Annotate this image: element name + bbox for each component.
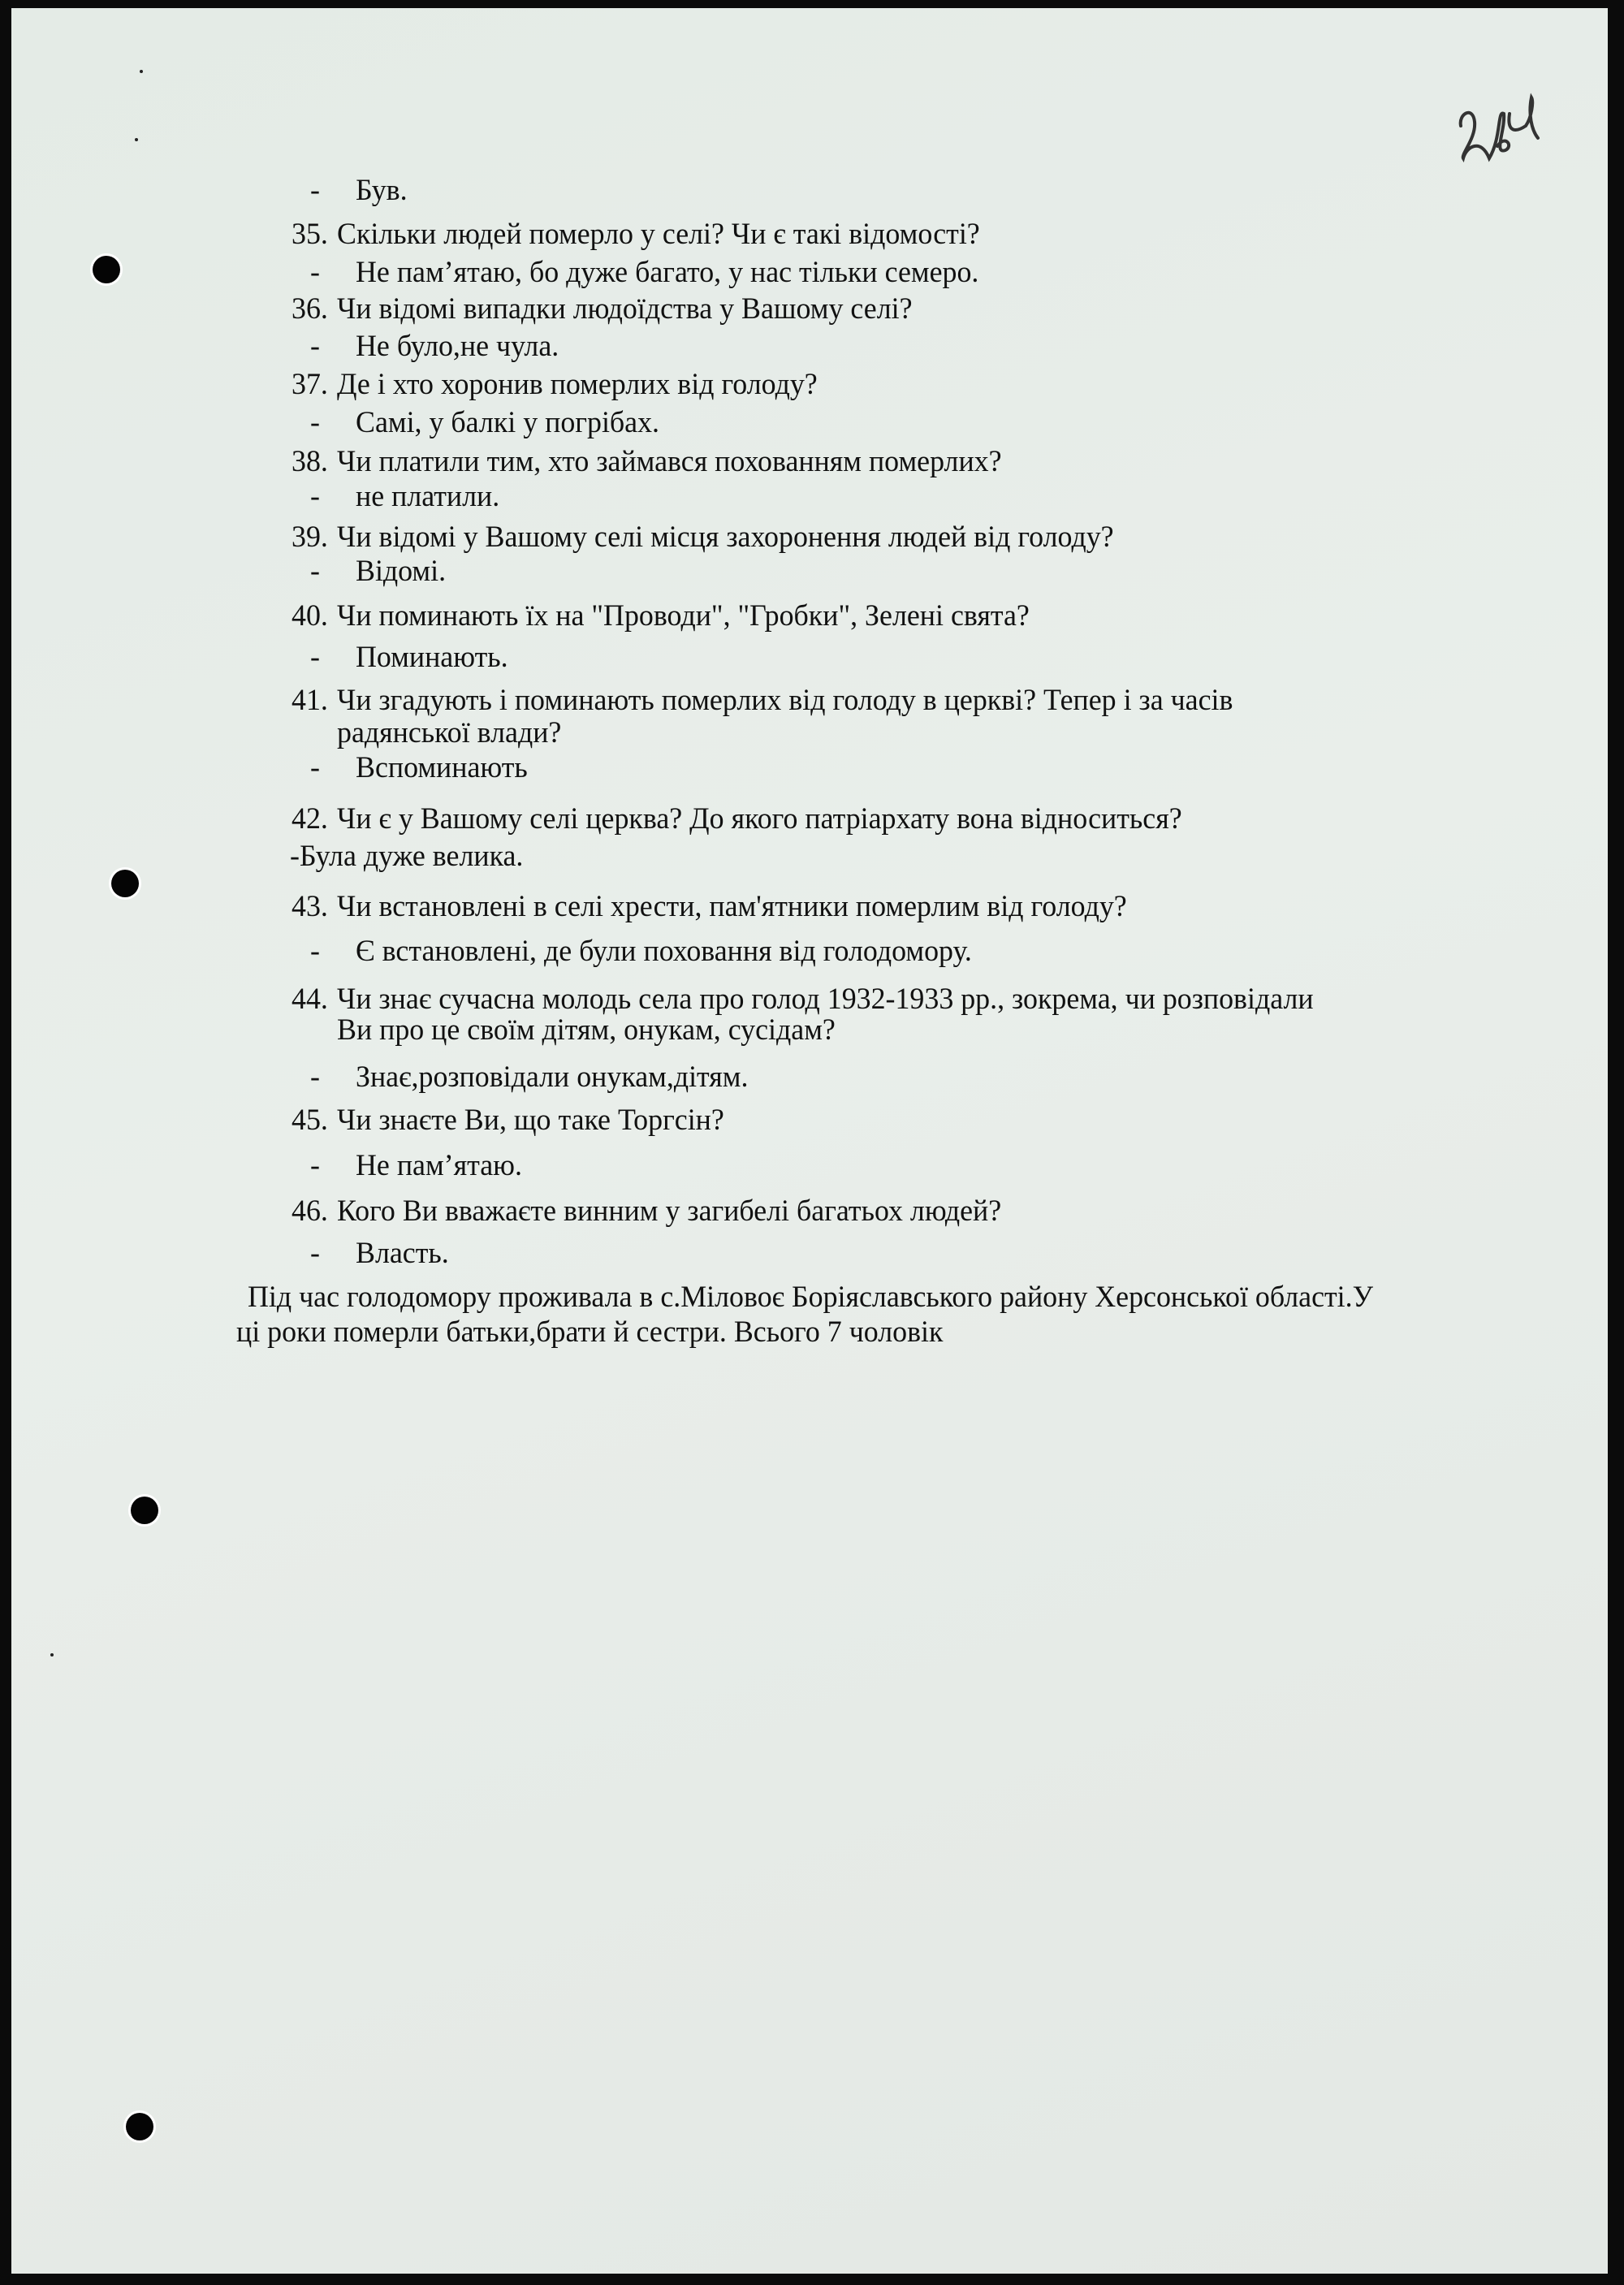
question-text: Чи є у Вашому селі церква? До якого патріархату вона відноситься? [337, 802, 1182, 836]
closing-paragraph-line: Під час голодомору проживала в с.Міловоє Боріяславського району Херсонської області.У [248, 1281, 1374, 1314]
answer-marker: - [310, 555, 320, 588]
question-text-continued: Ви про це своїм дітям, онукам, сусідам? [337, 1013, 836, 1047]
question-number: 46. [292, 1194, 328, 1228]
answer-text: Самі, у балкі у погрібах. [356, 406, 660, 439]
speck [140, 70, 143, 73]
answer-text: Поминають. [356, 641, 508, 674]
question-text: Чи знаєте Ви, що таке Торгсін? [337, 1104, 724, 1137]
speck [50, 1653, 54, 1657]
handwritten-page-number [1457, 89, 1554, 162]
question-number: 39. [292, 520, 328, 554]
question-text: Кого Ви вважаєте винним у загибелі багатьох людей? [337, 1194, 1002, 1228]
question-number: 36. [292, 292, 328, 326]
question-number: 40. [292, 599, 328, 633]
answer-text: Власть. [356, 1237, 449, 1270]
answer-text: Не пам’ятаю, бо дуже багато, у нас тільки семеро. [356, 256, 979, 289]
answer-text: -Була дуже велика. [290, 840, 524, 873]
punch-hole [126, 2113, 153, 2140]
question-text: Чи встановлені в селі хрести, пам'ятники померлим від голоду? [337, 890, 1127, 923]
punch-hole [111, 870, 139, 897]
answer-marker: - [310, 935, 320, 968]
question-text: Скільки людей померло у селі? Чи є такі відомості? [337, 218, 980, 251]
answer-marker: - [310, 256, 320, 289]
answer-marker: - [310, 1149, 320, 1182]
closing-paragraph-line: ці роки померли батьки,брати й сестри. Всього 7 чоловік [236, 1315, 944, 1349]
answer-marker: - [310, 330, 320, 363]
answer-text: Знає,розповідали онукам,дітям. [356, 1060, 749, 1094]
answer-text: Не пам’ятаю. [356, 1149, 522, 1182]
question-text: Де і хто хоронив померлих від голоду? [337, 368, 818, 401]
question-text: Чи відомі випадки людоїдства у Вашому селі? [337, 292, 913, 326]
answer-marker: - [310, 641, 320, 674]
punch-hole [131, 1497, 158, 1524]
question-number: 44. [292, 983, 328, 1016]
question-number: 45. [292, 1104, 328, 1137]
answer-text: Був. [356, 174, 408, 207]
answer-marker: - [310, 751, 320, 784]
answer-marker: - [310, 406, 320, 439]
question-text-continued: радянської влади? [337, 716, 562, 749]
punch-hole [93, 256, 120, 283]
question-number: 42. [292, 802, 328, 836]
question-number: 43. [292, 890, 328, 923]
question-text: Чи знає сучасна молодь села про голод 1932-1933 рр., зокрема, чи розповідали [337, 983, 1314, 1016]
answer-marker: - [310, 480, 320, 513]
document-page [11, 8, 1608, 2274]
question-number: 41. [292, 684, 328, 717]
answer-text: Не було,не чула. [356, 330, 559, 363]
question-text: Чи поминають їх на "Проводи", "Гробки", Зелені свята? [337, 599, 1030, 633]
question-number: 38. [292, 445, 328, 478]
question-text: Чи відомі у Вашому селі місця захоронення людей від голоду? [337, 520, 1114, 554]
question-text: Чи згадують і поминають померлих від голоду в церкві? Тепер і за часів [337, 684, 1233, 717]
answer-marker: - [310, 1237, 320, 1270]
answer-marker: - [310, 1060, 320, 1094]
question-number: 35. [292, 218, 328, 251]
question-number: 37. [292, 368, 328, 401]
answer-text: Вспоминають [356, 751, 528, 784]
answer-marker: - [310, 174, 320, 207]
question-text: Чи платили тим, хто займався похованням померлих? [337, 445, 1002, 478]
speck [135, 138, 138, 141]
answer-text: не платили. [356, 480, 500, 513]
answer-text: Є встановлені, де були поховання від голодомору. [356, 935, 972, 968]
answer-text: Відомі. [356, 555, 447, 588]
